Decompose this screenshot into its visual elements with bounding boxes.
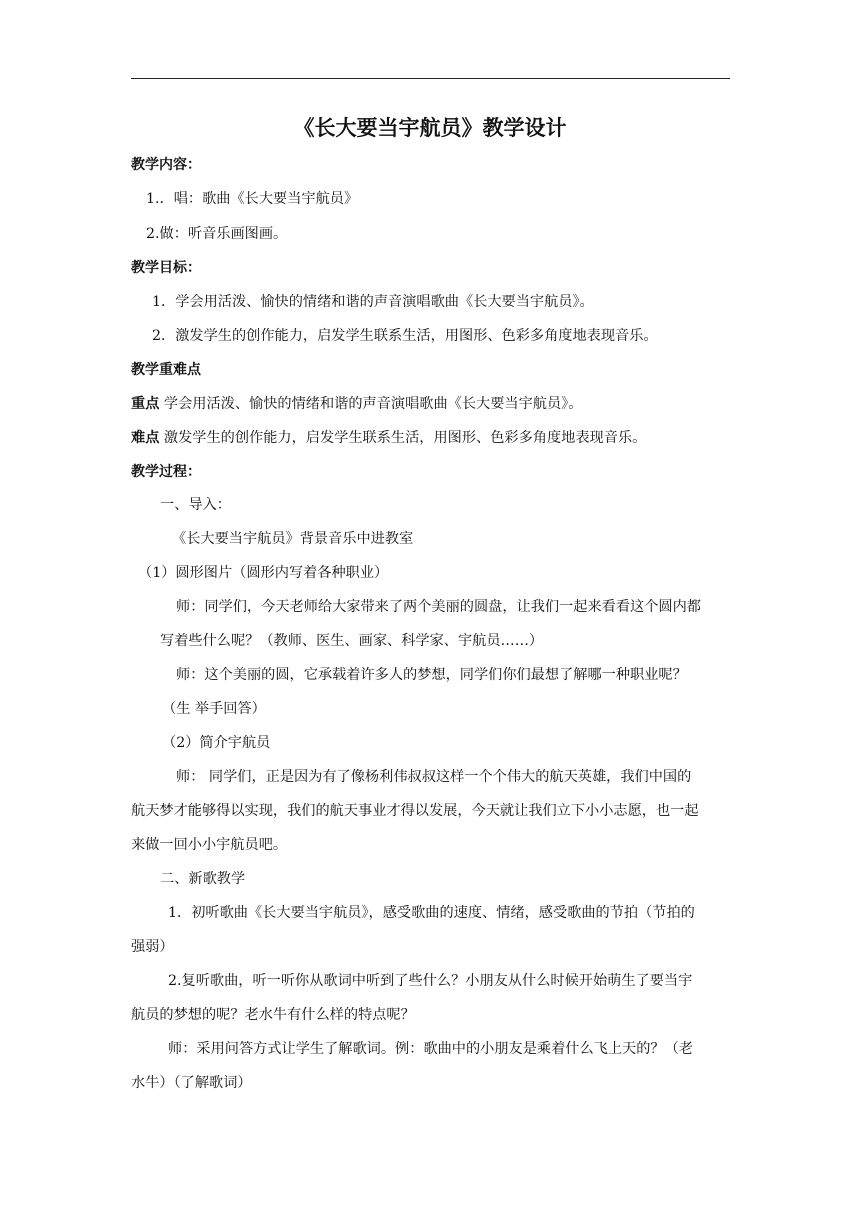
key-label: 重点 (131, 396, 160, 412)
teacher-line-4b: 水牛）（了解歌词） (131, 1075, 252, 1091)
content-heading: 教学内容： (131, 157, 201, 173)
goal-2: 2．激发学生的创作能力，启发学生联系生活，用图形、色彩多角度地表现音乐。 (152, 328, 658, 344)
astronaut-intro-heading: （2）简介宇航员 (162, 735, 271, 751)
teacher-line-1a: 师：同学们，今天老师给大家带来了两个美丽的圆盘，让我们一起来看看这个圆内都 (176, 599, 701, 615)
new-song-heading: 二、新歌教学 (160, 871, 246, 887)
header-rule (131, 78, 730, 79)
step-1a: 1．初听歌曲《长大要当宇航员》，感受歌曲的速度、情绪，感受歌曲的节拍（节拍的 (168, 905, 695, 921)
key-text: 学会用活泼、愉快的情绪和谐的声音演唱歌曲《长大要当宇航员》。 (159, 396, 583, 412)
teacher-line-2: 师：这个美丽的圆，它承载着许多人的梦想，同学们你们最想了解哪一种职业呢？ (176, 667, 687, 683)
teacher-line-3b: 航天梦才能够得以实现，我们的航天事业才得以发展，今天就让我们立下小小志愿，也一起 (131, 803, 699, 819)
process-intro: 一、导入： (160, 497, 231, 513)
difficulty-text: 激发学生的创作能力，启发学生联系生活，用图形、色彩多角度地表现音乐。 (159, 430, 647, 446)
difficulty-label: 难点 (131, 430, 160, 446)
step-1b: 强弱） (131, 939, 174, 955)
key-point-line (131, 394, 582, 414)
process-heading: 教学过程： (131, 464, 201, 480)
content-item-1: 1.．唱：歌曲《长大要当宇航员》 (146, 191, 359, 207)
step-2a: 2.复听歌曲，听一听你从歌词中听到了些什么？小朋友从什么时候开始萌生了要当宇 (168, 973, 693, 989)
content-item-2: 2.做：听音乐画图画。 (146, 226, 288, 242)
step-2b: 航员的梦想的呢？老水牛有什么样的特点呢？ (131, 1007, 415, 1023)
keypoints-heading: 教学重难点 (131, 362, 201, 378)
teacher-line-3a: 师： 同学们，正是因为有了像杨利伟叔叔这样一个个伟大的航天英雄，我们中国的 (176, 769, 692, 785)
goal-1: 1．学会用活泼、愉快的情绪和谐的声音演唱歌曲《长大要当宇航员》。 (152, 294, 594, 310)
student-answer: （生 举手回答） (162, 701, 266, 717)
process-circle-picture: （1）圆形图片（圆形内写着各种职业） (138, 565, 389, 581)
teacher-line-1b: 写着些什么呢？（教师、医生、画家、科学家、宇航员……） (160, 633, 544, 649)
teacher-line-4a: 师：采用问答方式让学生了解歌词。例：歌曲中的小朋友是乘着什么飞上天的？（老 (168, 1041, 693, 1057)
document-title: 《长大要当宇航员》教学设计 (293, 116, 567, 140)
goals-heading: 教学目标： (131, 260, 201, 276)
teacher-line-3c: 来做一回小小宇航员吧。 (131, 837, 288, 853)
difficulty-line (131, 428, 646, 448)
process-bg-music: 《长大要当宇航员》背景音乐中进教室 (172, 531, 414, 547)
